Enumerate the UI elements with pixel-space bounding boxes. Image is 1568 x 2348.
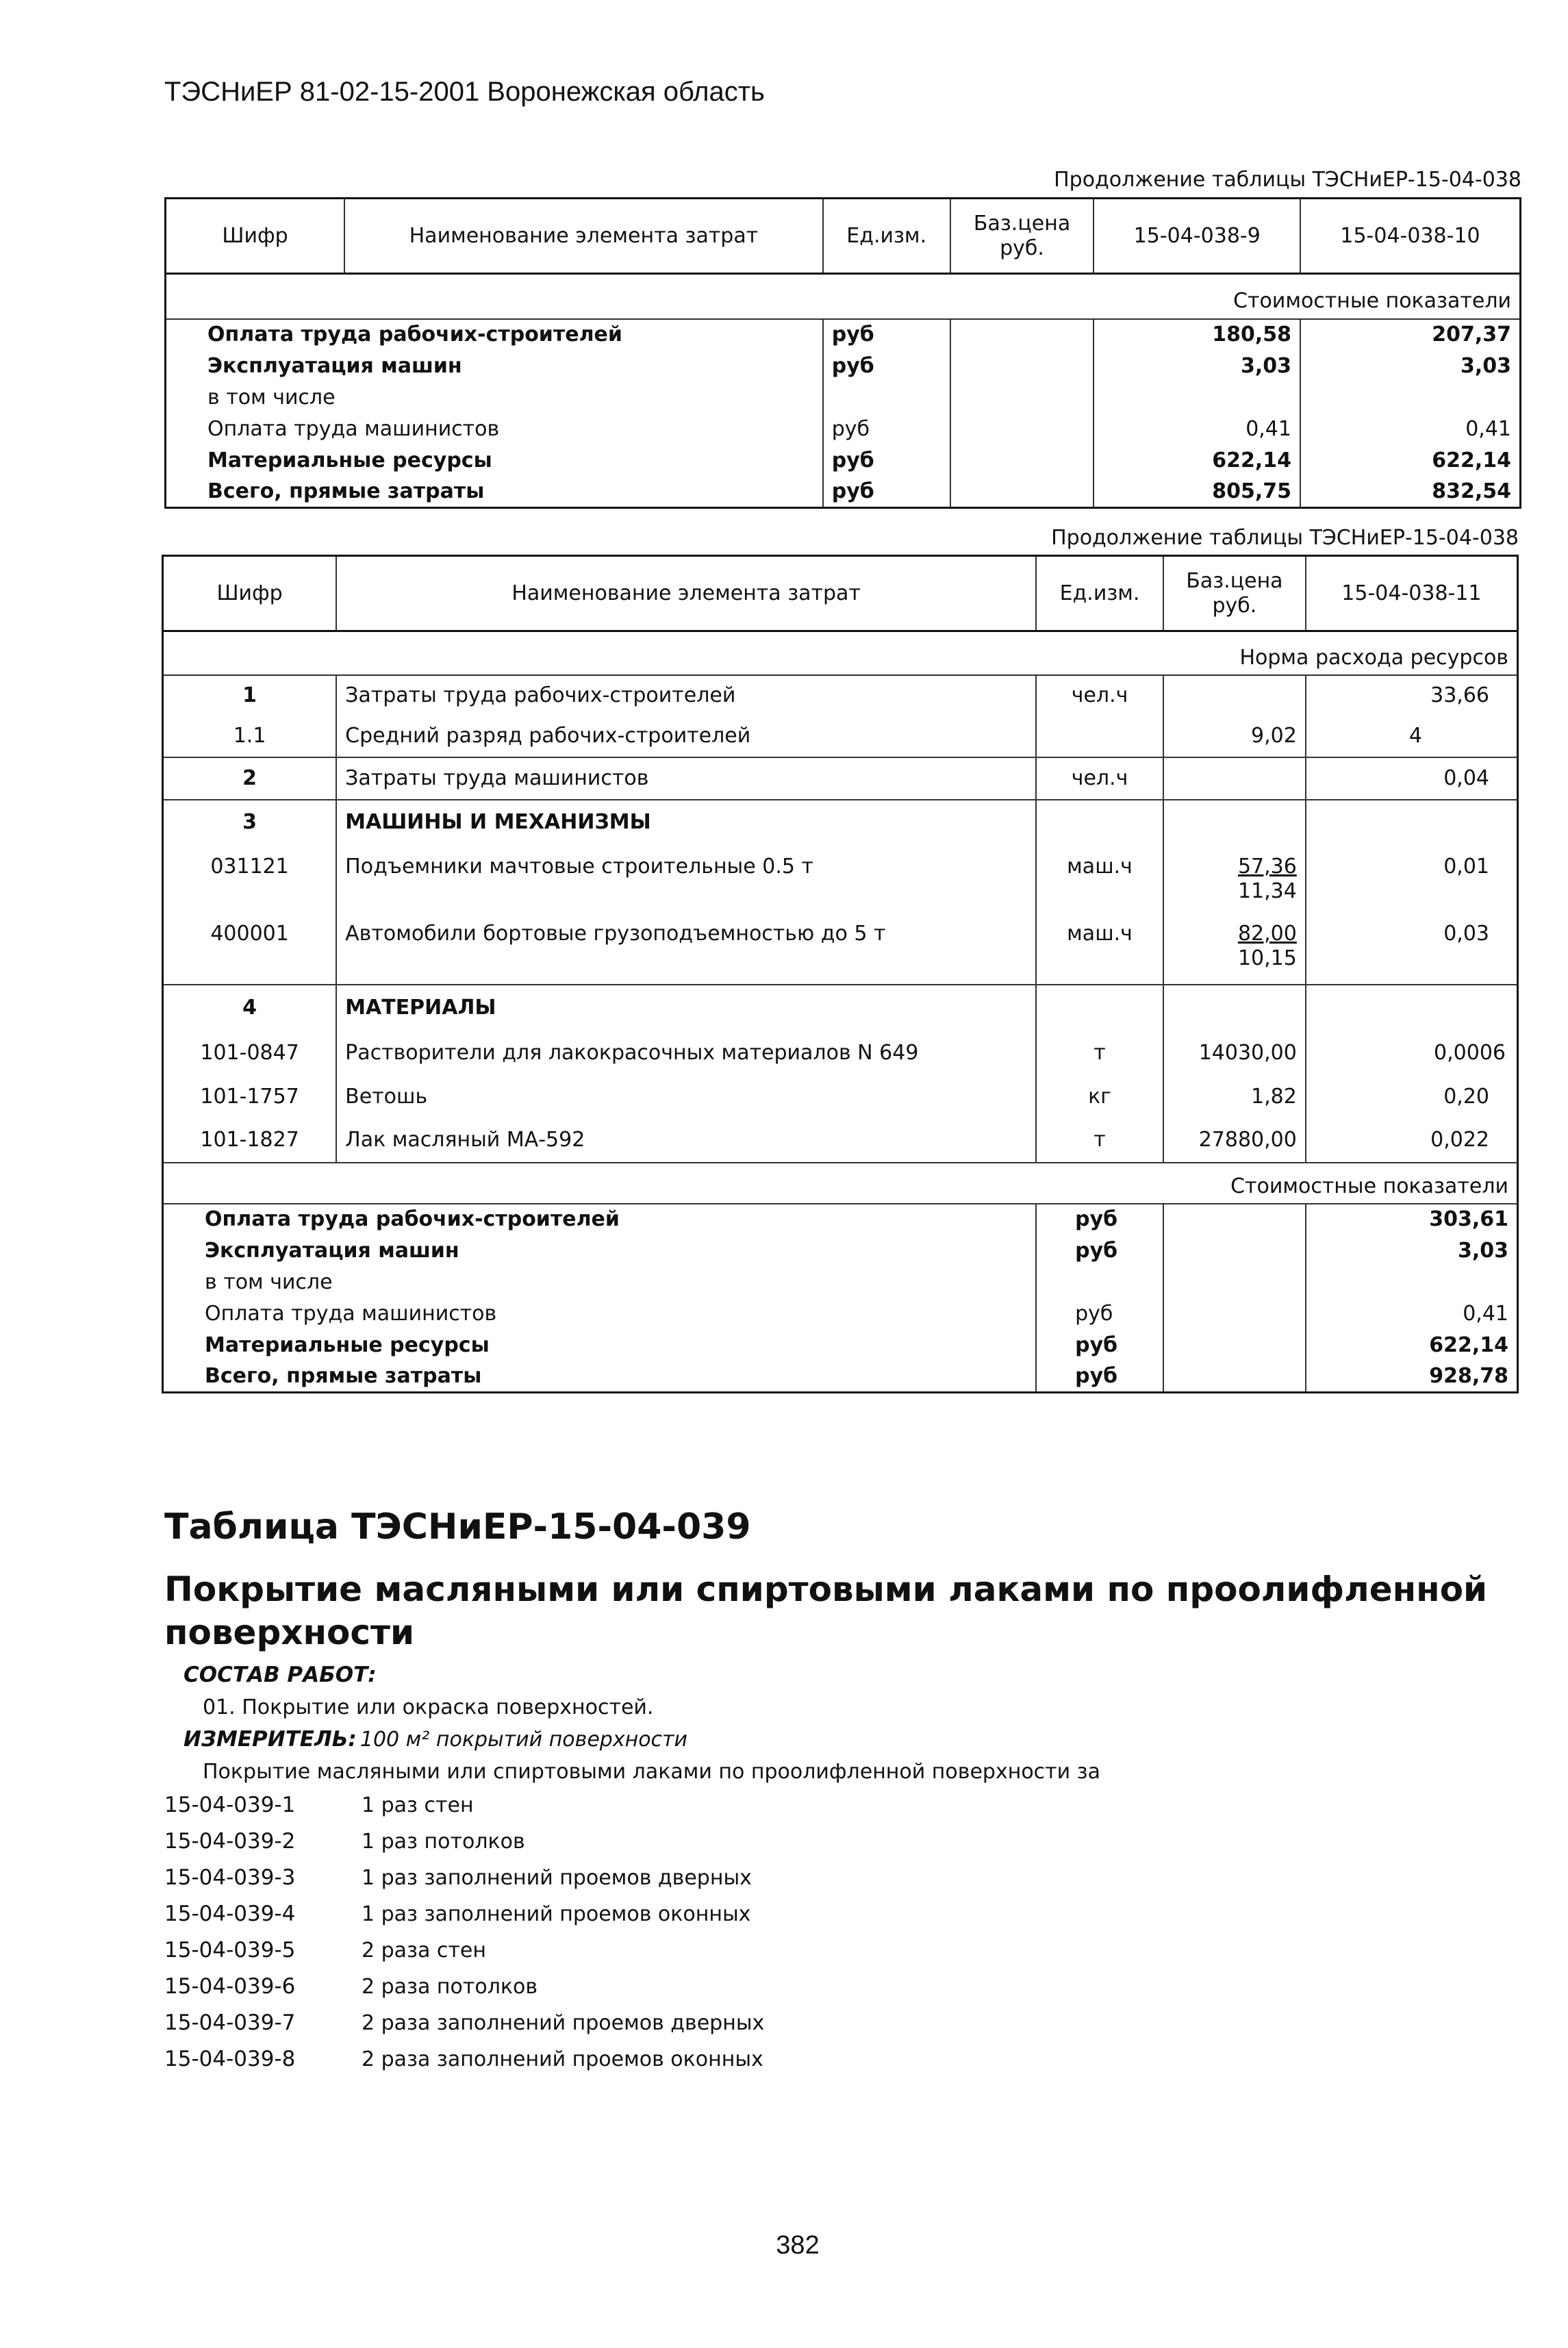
table2-continuation: Продолжение таблицы ТЭСНиЕР-15-04-038 (1051, 526, 1519, 550)
col-header-v2: 15-04-038-10 (1300, 199, 1521, 274)
row-code: 101-0847 (200, 1040, 299, 1065)
list-item (164, 1902, 764, 1938)
item-text: 1 раз потолков (362, 1830, 525, 1854)
items-intro: Покрытие масляными или спиртовыми лаками по проолифленной поверхности за (203, 1760, 1101, 1784)
table-row (163, 1204, 1518, 1235)
row-price-cell (1163, 916, 1306, 985)
table-row (163, 1330, 1518, 1361)
table-row (163, 1031, 1518, 1075)
list-item (164, 2047, 764, 2083)
row-v1: 805,75 (1093, 477, 1300, 508)
row-unit: чел.ч (1036, 757, 1163, 800)
row-name: Оплата труда машинистов (205, 1301, 497, 1326)
row-unit: руб (1036, 1204, 1163, 1235)
item-text: 2 раза потолков (362, 1975, 538, 1999)
works-label: СОСТАВ РАБОТ: (184, 1663, 377, 1687)
norm-label: Норма расхода ресурсов (1239, 645, 1508, 670)
row-unit: руб (823, 351, 950, 382)
col-header-name: Наименование элемента затрат (336, 556, 1036, 631)
row-unit: руб (823, 414, 950, 445)
row-name: Автомобили бортовые грузоподъемностью до 5 т (336, 916, 1036, 985)
row-name: Материальные ресурсы (207, 448, 492, 472)
table-row (163, 1298, 1518, 1330)
row-unit: руб (1036, 1298, 1163, 1330)
row-code: 3 (242, 810, 257, 834)
row-name: Всего, прямые затраты (207, 479, 485, 503)
list-item (164, 2010, 764, 2047)
row-unit: кг (1036, 1075, 1163, 1119)
row-name: в том числе (205, 1270, 333, 1294)
row-name: Эксплуатация машин (205, 1238, 459, 1263)
item-code: 15-04-039-4 (164, 1902, 296, 1926)
row-name: Материальные ресурсы (205, 1333, 490, 1357)
row-price: 82,00 (1237, 921, 1297, 946)
items-list (164, 1793, 764, 2083)
row-code: 400001 (210, 921, 289, 946)
meter-value: 100 м² покрытий поверхности (359, 1728, 688, 1752)
section-title: Таблица ТЭСНиЕР-15-04-039 (164, 1506, 751, 1548)
row-value: 0,20 (1306, 1075, 1518, 1119)
works-item: 01. Покрытие или окраска поверхностей. (203, 1695, 654, 1719)
row-code: 1.1 (233, 724, 266, 748)
row-price: 1,82 (1163, 1075, 1306, 1119)
list-item (164, 1974, 764, 2010)
row-unit: руб (823, 319, 950, 351)
table-row (163, 1119, 1518, 1163)
table-row (163, 675, 1518, 716)
row-code: 4 (242, 996, 257, 1020)
table-row (163, 845, 1518, 916)
row-price: 27880,00 (1163, 1119, 1306, 1163)
row-code: 031121 (210, 854, 289, 879)
col-header-price: Баз.цена руб. (1163, 556, 1306, 631)
row-name: Ветошь (336, 1075, 1036, 1119)
row-value: 0,0006 (1306, 1031, 1518, 1075)
row-group-title: МАШИНЫ И МЕХАНИЗМЫ (336, 800, 1036, 845)
row-name: Лак масляный МА-592 (336, 1119, 1036, 1163)
cost-label: Стоимостные показатели (1230, 1174, 1508, 1198)
table-row (163, 1235, 1518, 1267)
table2 (162, 555, 1519, 1393)
row-unit: руб (823, 445, 950, 477)
row-v1: 0,41 (1093, 414, 1300, 445)
row-code: 101-1757 (200, 1084, 299, 1109)
row-group-title: МАТЕРИАЛЫ (336, 985, 1036, 1031)
item-code: 15-04-039-3 (164, 1865, 296, 1890)
row-name: Всего, прямые затраты (205, 1363, 482, 1388)
table1-section-row (166, 274, 1521, 319)
row-v2: 622,14 (1300, 445, 1521, 477)
row-name: Средний разряд рабочих-строителей (336, 716, 1036, 757)
item-text: 1 раз заполнений проемов дверных (362, 1866, 752, 1890)
col-header-value: 15-04-038-11 (1306, 556, 1518, 631)
table-row (163, 916, 1518, 985)
row-value: 0,022 (1306, 1119, 1518, 1163)
table-row (163, 757, 1518, 800)
row-value: 303,61 (1306, 1204, 1518, 1235)
item-text: 2 раза стен (362, 1939, 486, 1962)
list-item (164, 1793, 764, 1829)
table-row (163, 1075, 1518, 1119)
table2-cost-row (163, 1163, 1518, 1204)
row-unit: руб (1036, 1361, 1163, 1393)
col-header-code: Шифр (216, 581, 283, 605)
row-name: Затраты труда рабочих-строителей (336, 675, 1036, 716)
row-unit: т (1036, 1119, 1163, 1163)
col-header-unit: Ед.изм. (1036, 556, 1163, 631)
row-unit: т (1036, 1031, 1163, 1075)
row-value: 0,01 (1306, 845, 1518, 916)
item-code: 15-04-039-2 (164, 1829, 296, 1854)
row-unit: маш.ч (1036, 916, 1163, 985)
row-price-cell (1163, 845, 1306, 916)
table-row (163, 985, 1518, 1031)
table2-header-row (163, 556, 1518, 631)
row-price: 57,36 (1237, 854, 1297, 879)
table1-header-row (166, 199, 1521, 274)
table-row (163, 1267, 1518, 1298)
row-code: 101-1827 (200, 1128, 299, 1152)
row-value: 0,03 (1306, 916, 1518, 985)
row-value: 0,04 (1306, 757, 1518, 800)
row-price: 14030,00 (1163, 1031, 1306, 1075)
table-row (163, 800, 1518, 845)
item-code: 15-04-039-7 (164, 2010, 296, 2035)
row-name: Подъемники мачтовые строительные 0.5 т (336, 845, 1036, 916)
row-v1: 3,03 (1093, 351, 1300, 382)
item-text: 1 раз стен (362, 1793, 474, 1817)
row-name: Оплата труда рабочих-строителей (205, 1207, 620, 1231)
col-header-name: Наименование элемента затрат (344, 199, 823, 274)
row-name: в том числе (207, 385, 336, 409)
row-value: 3,03 (1306, 1235, 1518, 1267)
table-row (166, 319, 1521, 351)
item-code: 15-04-039-5 (164, 1938, 296, 1962)
row-name: Оплата труда рабочих-строителей (207, 323, 622, 346)
table-row (166, 445, 1521, 477)
col-header-price: Баз.цена руб. (950, 199, 1094, 274)
row-code: 2 (242, 766, 257, 790)
table-row (166, 414, 1521, 445)
row-value: 928,78 (1306, 1361, 1518, 1393)
row-code: 1 (242, 683, 257, 707)
row-unit: руб (1036, 1235, 1163, 1267)
item-code: 15-04-039-1 (164, 1793, 296, 1817)
item-code: 15-04-039-8 (164, 2047, 296, 2071)
section-label: Стоимостные показатели (1233, 288, 1511, 313)
section-subtitle: Покрытие масляными или спиртовыми лаками по проолифленной поверхности (164, 1569, 1488, 1652)
row-value: 622,14 (1306, 1330, 1518, 1361)
row-v2: 207,37 (1300, 319, 1521, 351)
list-item (164, 1938, 764, 1974)
row-price-machinist: 11,34 (1237, 879, 1297, 903)
row-unit: маш.ч (1036, 845, 1163, 916)
meter-label: ИЗМЕРИТЕЛЬ: (184, 1727, 357, 1752)
row-v2: 832,54 (1300, 477, 1521, 508)
item-text: 2 раза заполнений проемов дверных (362, 2011, 765, 2035)
row-price: 9,02 (1163, 716, 1306, 757)
row-name: Эксплуатация машин (207, 353, 462, 378)
list-item (164, 1865, 764, 1902)
row-unit: руб (1036, 1330, 1163, 1361)
row-unit: чел.ч (1036, 675, 1163, 716)
table1 (164, 197, 1521, 509)
row-v1: 622,14 (1093, 445, 1300, 477)
row-value: 33,66 (1306, 675, 1518, 716)
table-row (166, 351, 1521, 382)
table-row (163, 1361, 1518, 1393)
col-header-unit: Ед.изм. (823, 199, 950, 274)
row-name: Оплата труда машинистов (207, 416, 500, 441)
row-value: 4 (1306, 716, 1518, 757)
row-v1: 180,58 (1093, 319, 1300, 351)
list-item (164, 1829, 764, 1865)
meter-line (184, 1727, 687, 1752)
table1-continuation: Продолжение таблицы ТЭСНиЕР-15-04-038 (1054, 168, 1521, 192)
table-row (166, 382, 1521, 414)
table2-norm-row (163, 631, 1518, 675)
table-row (163, 716, 1518, 757)
row-price-machinist: 10,15 (1237, 946, 1297, 970)
page-header: ТЭСНиЕР 81-02-15-2001 Воронежская область (164, 77, 765, 107)
row-unit: руб (823, 477, 950, 508)
item-text: 2 раза заполнений проемов оконных (362, 2047, 763, 2071)
item-code: 15-04-039-6 (164, 1974, 296, 1999)
row-name: Затраты труда машинистов (336, 757, 1036, 800)
col-header-v1: 15-04-038-9 (1093, 199, 1300, 274)
row-name: Растворители для лакокрасочных материалов N 649 (336, 1031, 1036, 1075)
page-number: 382 (776, 2231, 820, 2260)
item-text: 1 раз заполнений проемов оконных (362, 1902, 751, 1926)
row-value: 0,41 (1306, 1298, 1518, 1330)
col-header-code: Шифр (222, 223, 288, 248)
row-v2: 3,03 (1300, 351, 1521, 382)
row-v2: 0,41 (1300, 414, 1521, 445)
table-row (166, 477, 1521, 508)
